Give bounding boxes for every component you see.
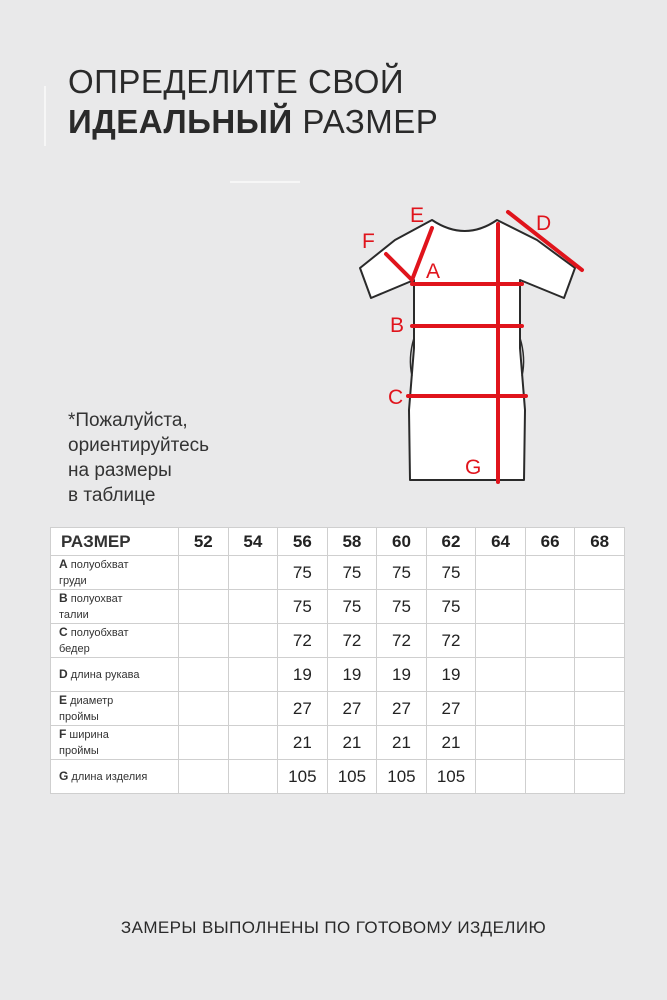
table-row	[51, 726, 625, 760]
size-table-body	[51, 528, 625, 794]
size-header-cell: 62	[426, 528, 476, 556]
size-value-cell: 19	[377, 658, 427, 692]
size-value-cell: 105	[327, 760, 377, 794]
size-note	[68, 408, 209, 508]
size-value-cell	[575, 692, 625, 726]
measurement-text-1: диаметр	[70, 695, 114, 707]
table-row	[51, 556, 625, 590]
size-value-cell: 75	[426, 590, 476, 624]
note-line-3: на размеры	[68, 460, 172, 481]
size-value-cell	[228, 658, 278, 692]
measurement-text-1: длина рукава	[70, 669, 140, 681]
size-header-cell: 68	[575, 528, 625, 556]
size-value-cell: 75	[377, 590, 427, 624]
measurement-letter: G	[59, 769, 69, 783]
size-value-cell	[476, 556, 526, 590]
size-value-cell: 105	[377, 760, 427, 794]
size-value-cell	[179, 658, 229, 692]
size-value-cell	[179, 692, 229, 726]
size-value-cell	[575, 556, 625, 590]
size-value-cell: 75	[278, 590, 328, 624]
measurement-text-1: полуохват	[70, 593, 123, 605]
size-value-cell	[575, 726, 625, 760]
size-value-cell: 21	[278, 726, 328, 760]
size-value-cell: 19	[327, 658, 377, 692]
measurement-label	[51, 556, 179, 590]
table-header-label: РАЗМЕР	[51, 528, 179, 556]
diagram-label-d: D	[536, 212, 552, 235]
measurement-text-2: груди	[59, 575, 87, 587]
size-value-cell	[228, 692, 278, 726]
title-line-2	[68, 102, 438, 142]
diagram-label-b: B	[390, 314, 405, 337]
size-value-cell: 75	[327, 590, 377, 624]
size-value-cell: 27	[377, 692, 427, 726]
size-value-cell: 72	[426, 624, 476, 658]
size-value-cell	[525, 692, 575, 726]
size-value-cell: 27	[426, 692, 476, 726]
table-row	[51, 624, 625, 658]
measurement-letter: D	[59, 667, 68, 681]
size-header-cell: 64	[476, 528, 526, 556]
measurement-label	[51, 624, 179, 658]
size-value-cell	[179, 590, 229, 624]
table-row	[51, 692, 625, 726]
size-value-cell	[525, 658, 575, 692]
decor-line-horizontal	[230, 181, 300, 183]
size-value-cell: 72	[278, 624, 328, 658]
size-value-cell	[525, 624, 575, 658]
size-value-cell: 21	[327, 726, 377, 760]
measurement-letter: B	[59, 591, 68, 605]
size-header-cell: 54	[228, 528, 278, 556]
size-header-cell: 60	[377, 528, 427, 556]
measurement-label	[51, 590, 179, 624]
diagram-label-g: G	[465, 456, 482, 479]
size-value-cell	[476, 726, 526, 760]
measurement-label	[51, 760, 179, 794]
size-value-cell: 105	[278, 760, 328, 794]
size-value-cell	[525, 556, 575, 590]
measurement-label	[51, 658, 179, 692]
size-value-cell	[228, 556, 278, 590]
size-header-cell: 52	[179, 528, 229, 556]
diagram-label-a: A	[426, 260, 441, 283]
size-value-cell	[575, 590, 625, 624]
page-title	[68, 62, 438, 142]
size-value-cell: 105	[426, 760, 476, 794]
size-value-cell: 27	[327, 692, 377, 726]
measurement-label	[51, 692, 179, 726]
size-value-cell: 75	[278, 556, 328, 590]
diagram-label-e: E	[410, 204, 425, 227]
size-value-cell: 21	[377, 726, 427, 760]
size-value-cell: 19	[426, 658, 476, 692]
size-header-cell: 66	[525, 528, 575, 556]
measurement-text-1: полуобхват	[70, 627, 129, 639]
size-value-cell	[228, 590, 278, 624]
size-value-cell	[228, 624, 278, 658]
size-header-cell: 58	[327, 528, 377, 556]
size-value-cell: 27	[278, 692, 328, 726]
measurement-text-2: талии	[59, 609, 89, 621]
size-table	[50, 527, 625, 794]
table-row	[51, 760, 625, 794]
size-value-cell: 21	[426, 726, 476, 760]
note-line-4: в таблице	[68, 485, 156, 506]
title-rest-word: РАЗМЕР	[302, 103, 439, 140]
size-value-cell	[179, 624, 229, 658]
footer-note: ЗАМЕРЫ ВЫПОЛНЕНЫ ПО ГОТОВОМУ ИЗДЕЛИЮ	[120, 918, 547, 937]
measurement-text-2: проймы	[59, 745, 99, 757]
size-value-cell	[476, 692, 526, 726]
size-value-cell: 19	[278, 658, 328, 692]
size-value-cell: 72	[327, 624, 377, 658]
size-value-cell	[228, 726, 278, 760]
measurement-text-1: длина изделия	[71, 771, 148, 783]
size-value-cell	[179, 760, 229, 794]
size-value-cell	[179, 556, 229, 590]
measurement-text-2: проймы	[59, 711, 99, 723]
dress-measurement-diagram	[350, 200, 600, 490]
size-value-cell: 75	[327, 556, 377, 590]
size-value-cell	[575, 624, 625, 658]
table-header-row	[51, 528, 625, 556]
table-row	[51, 658, 625, 692]
size-value-cell	[525, 726, 575, 760]
diagram-label-f: F	[362, 230, 375, 253]
size-value-cell	[476, 590, 526, 624]
size-value-cell	[525, 760, 575, 794]
size-value-cell: 75	[377, 556, 427, 590]
measurement-text-1: полуобхват	[70, 559, 129, 571]
size-value-cell	[525, 590, 575, 624]
measurement-letter: E	[59, 693, 68, 707]
size-value-cell	[575, 760, 625, 794]
decor-line-vertical	[44, 86, 46, 146]
note-line-2: ориентируйтесь	[68, 435, 210, 456]
size-value-cell	[476, 624, 526, 658]
measurement-letter: C	[59, 625, 68, 639]
note-line-1: *Пожалуйста,	[68, 410, 188, 431]
diagram-label-c: C	[388, 386, 404, 409]
size-value-cell: 75	[426, 556, 476, 590]
size-value-cell	[476, 760, 526, 794]
size-value-cell	[575, 658, 625, 692]
measurement-label	[51, 726, 179, 760]
title-bold-word: ИДЕАЛЬНЫЙ	[68, 103, 293, 140]
size-header-cell: 56	[278, 528, 328, 556]
measurement-text-1: ширина	[69, 729, 109, 741]
size-value-cell	[228, 760, 278, 794]
measurement-letter: F	[59, 727, 67, 741]
title-line-1: ОПРЕДЕЛИТЕ СВОЙ	[68, 63, 405, 100]
table-row	[51, 590, 625, 624]
measurement-letter: A	[59, 557, 68, 571]
size-value-cell	[476, 658, 526, 692]
size-value-cell: 72	[377, 624, 427, 658]
measurement-text-2: бедер	[59, 643, 90, 655]
size-value-cell	[179, 726, 229, 760]
